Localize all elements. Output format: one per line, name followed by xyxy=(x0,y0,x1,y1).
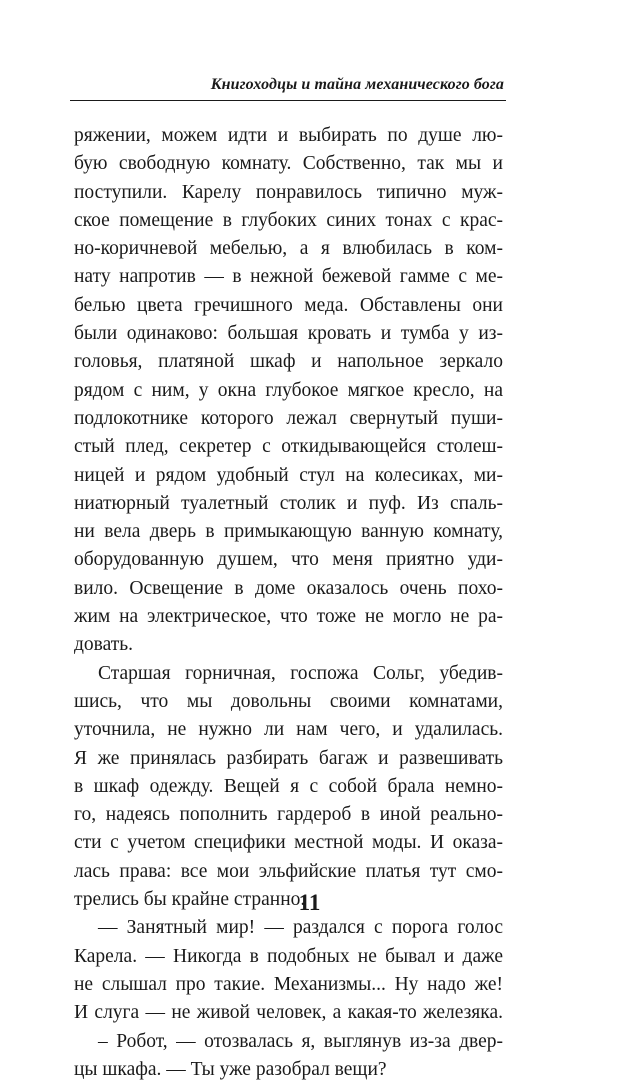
text-line: нату напротив — в нежной бежевой гамме с ме- xyxy=(74,266,503,288)
text-line: уточнила, не нужно ли нам чего, и удалилась. xyxy=(74,719,503,741)
text-line: жим на электрическое, что тоже не могло не ра- xyxy=(74,606,503,628)
text-line: — Занятный мир! — раздался с порога голос xyxy=(98,917,503,939)
header-divider xyxy=(70,100,506,101)
text-line: И слуга — не живой человек, а какая-то железяка. xyxy=(74,1002,503,1024)
text-line: Я же принялась разбирать багаж и развешивать xyxy=(74,747,503,769)
text-line: в шкаф одежду. Вещей я с собой брала немно- xyxy=(74,775,503,797)
body-text xyxy=(74,122,503,1084)
text-line: не слышал про такие. Механизмы... Ну надо же! xyxy=(74,973,503,995)
text-line: шись, что мы довольны своими комнатами, xyxy=(74,690,503,712)
text-line: Карела. — Никогда в подобных не бывал и даже xyxy=(74,945,503,967)
text-line: головья, платяной шкаф и напольное зеркало xyxy=(74,351,503,373)
text-line: подлокотнике которого лежал свернутый пуши- xyxy=(74,407,503,429)
text-line: Старшая горничная, госпожа Сольг, убедив- xyxy=(98,662,503,684)
text-line: ни вела дверь в примыкающую ванную комнату, xyxy=(74,521,503,543)
text-line: сти с учетом специфики местной моды. И оказа- xyxy=(74,832,503,854)
text-line: цы шкафа. — Ты уже разобрал вещи? xyxy=(74,1058,387,1080)
text-line: ряжении, можем идти и выбирать по душе лю- xyxy=(74,125,503,146)
text-line: поступили. Карелу понравилось типично муж- xyxy=(74,181,503,203)
text-line: стый плед, секретер с откидывающейся столеш- xyxy=(74,436,503,458)
text-line: го, надеясь пополнить гардероб в иной реально- xyxy=(74,804,503,826)
text-line: рядом с ним, у окна глубокое мягкое кресло, на xyxy=(74,379,503,401)
text-line: ницей и рядом удобный стул на колесиках, ми- xyxy=(74,464,503,486)
text-line: ниатюрный туалетный столик и пуф. Из спаль- xyxy=(74,492,503,514)
running-header-title: Книгоходцы и тайна механического бога xyxy=(210,76,504,93)
text-line: довать. xyxy=(74,634,134,656)
text-line: вило. Освещение в доме оказалось очень похо- xyxy=(74,577,503,599)
text-line: оборудованную душем, что меня приятно уди- xyxy=(74,549,503,571)
text-line: бую свободную комнату. Собственно, так мы и xyxy=(74,153,503,175)
text-line: были одинаково: большая кровать и тумба у из- xyxy=(74,323,503,345)
text-line: белью цвета гречишного меда. Обставлены они xyxy=(74,294,503,316)
text-line: – Робот, — отозвалась я, выглянув из-за двер- xyxy=(98,1030,503,1052)
text-line: но-коричневой мебелью, а я влюбилась в ком- xyxy=(74,238,503,260)
page-number: 11 xyxy=(298,890,321,915)
text-line: ское помещение в глубоких синих тонах с крас- xyxy=(74,209,503,231)
text-line: трелись бы крайне странно. xyxy=(74,889,306,911)
text-line: лась права: все мои эльфийские платья тут смо- xyxy=(74,860,503,882)
